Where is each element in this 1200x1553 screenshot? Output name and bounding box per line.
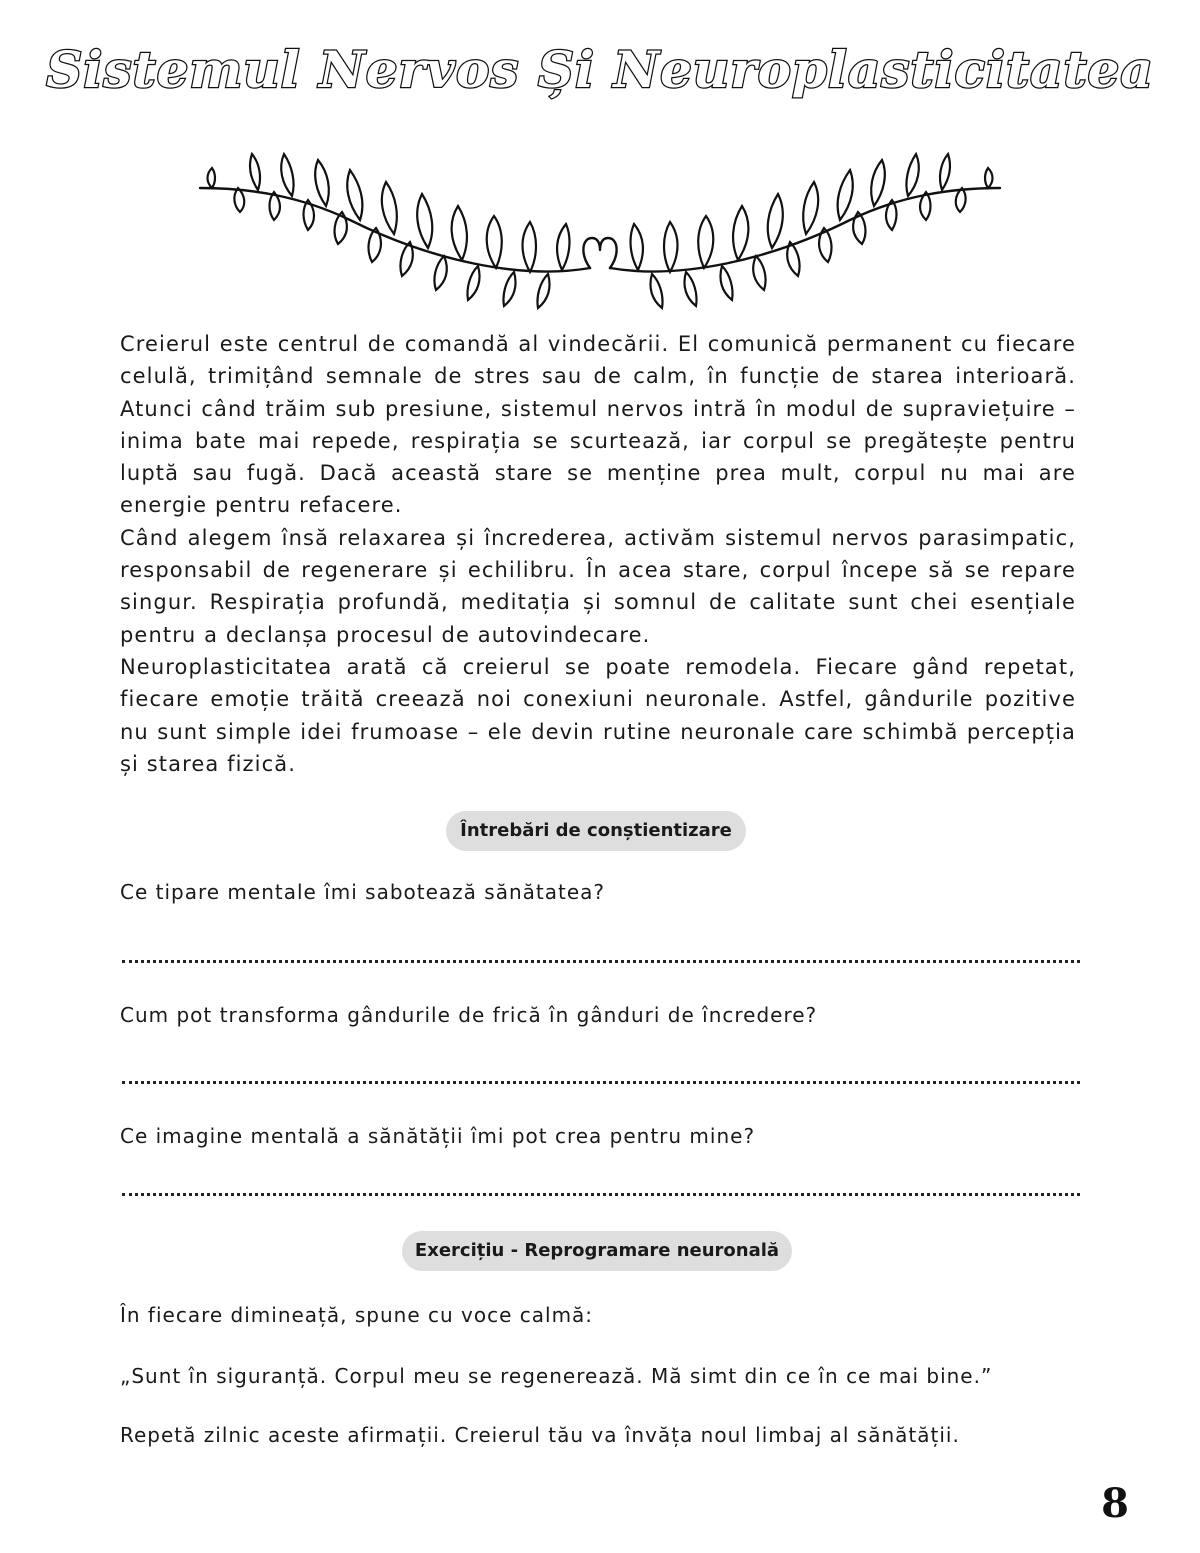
page-title: Sistemul Nervos Și Neuroplasticitatea [46,40,1154,99]
question-2: Cum pot transforma gândurile de frică în gânduri de încredere? [120,1003,818,1027]
exercise-instruction: În fiecare dimineață, spune cu voce calmă: [120,1303,594,1327]
paragraph: Când alegem însă relaxarea și încrederea, activăm sistemul nervos parasimpatic, responsabil de regenerare și echilibru. În acea stare, corpul începe să se repare singur. Respirația profundă, meditația și somnul de calitate sunt chei esențiale pentru a declanșa procesul de autovindecare. [120,525,1076,647]
paragraph: Neuroplasticitatea arată că creierul se poate remodela. Fiecare gând repetat, fiecare emoție trăită creează noi conexiuni neuronale. Astfel, gândurile pozitive nu sunt simple idei frumoase – ele devin rutine neuronale care schimbă percepția și starea fizică. [120,654,1076,776]
answer-line-3[interactable] [122,1193,1080,1196]
questions-heading: Întrebări de conștientizare [446,811,746,851]
question-3: Ce imagine mentală a sănătății îmi pot crea pentru mine? [120,1124,756,1148]
page-number: 8 [1101,1480,1129,1527]
answer-line-1[interactable] [122,960,1080,963]
question-1: Ce tipare mentale îmi sabotează sănătatea? [120,880,605,904]
laurel-ornament-icon [190,140,1010,310]
answer-line-2[interactable] [122,1081,1080,1084]
exercise-affirmation: „Sunt în siguranță. Corpul meu se regenerează. Mă simt din ce în ce mai bine.” [120,1364,993,1388]
body-text [120,328,1076,780]
paragraph: Creierul este centrul de comandă al vindecării. El comunică permanent cu fiecare celulă, trimițând semnale de stres sau de calm, în funcție de starea interioară. Atunci când trăim sub presiune, sistemul nervos intră în modul de supraviețuire – inima bate mai repede, respirația se scurtează, iar corpul se pregătește pentru luptă sau fugă. Dacă această stare se menține prea mult, corpul nu mai are energie pentru refacere. [120,332,1076,518]
exercise-note: Repetă zilnic aceste afirmații. Creierul tău va învăța noul limbaj al sănătății. [120,1423,960,1447]
exercise-heading: Exercițiu - Reprogramare neuronală [402,1231,792,1271]
